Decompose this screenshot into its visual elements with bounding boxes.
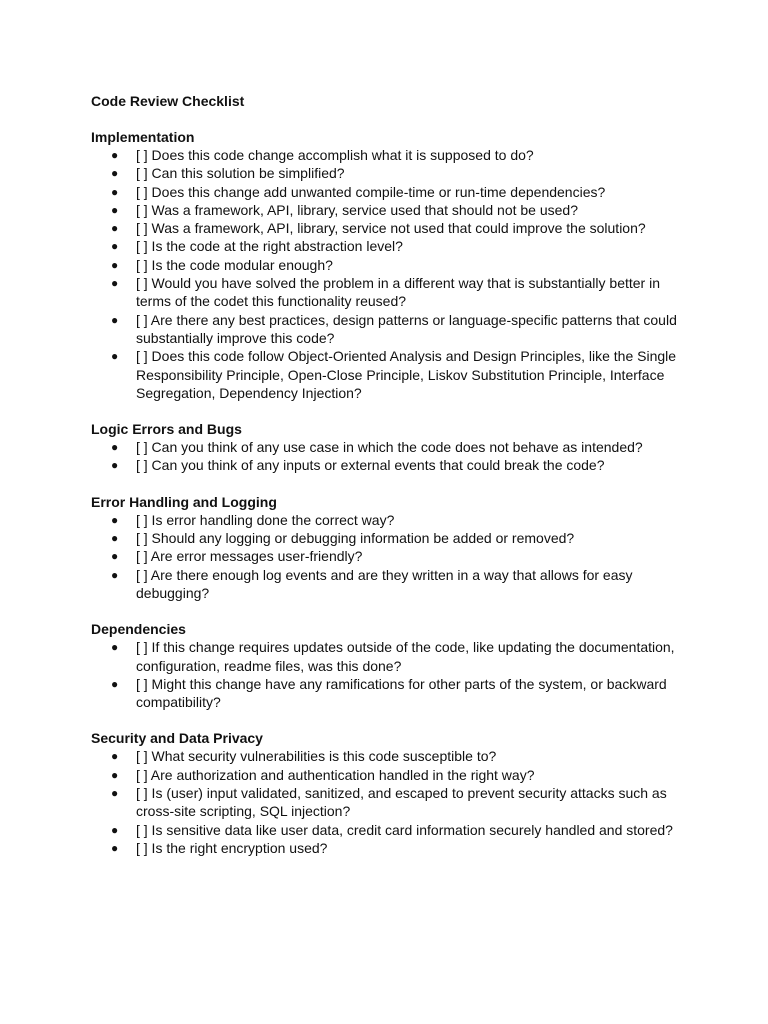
checklist-item bbox=[91, 311, 691, 348]
checklist-item-text: [ ] What security vulnerabilities is this code susceptible to? bbox=[136, 748, 497, 765]
checklist-item bbox=[91, 256, 691, 274]
checklist-item-text: [ ] Might this change have any ramifications for other parts of the system, or backward compatibility? bbox=[136, 675, 667, 711]
checklist bbox=[91, 638, 691, 711]
checklist-item-text: [ ] Is sensitive data like user data, credit card information securely handled and stored? bbox=[136, 821, 673, 838]
section-error-handling bbox=[91, 493, 691, 602]
bullet-icon: ● bbox=[111, 440, 119, 455]
checklist-item bbox=[91, 183, 691, 201]
checklist-item bbox=[91, 219, 691, 237]
bullet-icon: ● bbox=[111, 767, 119, 782]
checklist-item-text: [ ] Is (user) input validated, sanitized, and escaped to prevent security attacks such as cross-site scripting, SQL injection? bbox=[136, 785, 667, 820]
checklist-item-text: [ ] Can you think of any inputs or external events that could break the code? bbox=[136, 457, 605, 474]
checklist-item bbox=[91, 146, 691, 164]
section-heading: Security and Data Privacy bbox=[91, 730, 263, 747]
checklist-item-text: [ ] Are there any best practices, design patterns or language-specific patterns that could substantially improve this code? bbox=[136, 311, 677, 346]
document-title: Code Review Checklist bbox=[91, 93, 245, 109]
checklist-item-text: [ ] Is the code at the right abstraction level? bbox=[136, 238, 403, 255]
checklist-item bbox=[91, 675, 691, 712]
bullet-icon: ● bbox=[111, 822, 119, 837]
checklist-item bbox=[91, 347, 691, 402]
bullet-icon: ● bbox=[111, 512, 119, 527]
checklist-item-text: [ ] Is the code modular enough? bbox=[136, 256, 333, 273]
checklist-item bbox=[91, 638, 691, 675]
document-page bbox=[91, 92, 691, 857]
bullet-icon: ● bbox=[111, 239, 119, 254]
checklist-item-text: [ ] Is error handling done the correct way? bbox=[136, 511, 395, 528]
section-heading: Dependencies bbox=[91, 621, 186, 638]
checklist-item bbox=[91, 164, 691, 182]
checklist-item-text: [ ] Is the right encryption used? bbox=[136, 839, 328, 856]
bullet-icon: ● bbox=[111, 202, 119, 217]
checklist-item-text: [ ] Are authorization and authentication handled in the right way? bbox=[136, 766, 535, 783]
section-dependencies bbox=[91, 620, 691, 711]
checklist-item-text: [ ] If this change requires updates outside of the code, like updating the documentation, configuration, readme files, was this done? bbox=[136, 639, 675, 674]
bullet-icon: ● bbox=[111, 221, 119, 236]
section-logic-errors bbox=[91, 420, 691, 475]
checklist-item-text: [ ] Does this change add unwanted compile-time or run-time dependencies? bbox=[136, 183, 606, 200]
bullet-icon: ● bbox=[111, 349, 119, 364]
checklist-item bbox=[91, 237, 691, 255]
bullet-icon: ● bbox=[111, 312, 119, 327]
checklist-item-text: [ ] Does this code change accomplish what it is supposed to do? bbox=[136, 147, 534, 163]
checklist-item bbox=[91, 274, 691, 311]
checklist-item-text: [ ] Are error messages user-friendly? bbox=[136, 548, 363, 565]
checklist-item bbox=[91, 529, 691, 547]
checklist-item bbox=[91, 839, 691, 857]
checklist-item bbox=[91, 456, 691, 474]
checklist-item-text: [ ] Would you have solved the problem in a different way that is substantially better in terms of the codet this functionality reused? bbox=[136, 275, 660, 310]
checklist-item bbox=[91, 511, 691, 529]
section-security bbox=[91, 729, 691, 857]
checklist-item bbox=[91, 784, 691, 821]
section-heading: Implementation bbox=[91, 129, 195, 145]
bullet-icon: ● bbox=[111, 166, 119, 181]
section-heading: Error Handling and Logging bbox=[91, 493, 277, 510]
section-heading: Logic Errors and Bugs bbox=[91, 421, 242, 438]
bullet-icon: ● bbox=[111, 257, 119, 272]
bullet-icon: ● bbox=[111, 549, 119, 564]
checklist-item-text: [ ] Are there enough log events and are they written in a way that allows for easy debugging? bbox=[136, 566, 633, 601]
checklist-item-text: [ ] Was a framework, API, library, service not used that could improve the solution? bbox=[136, 220, 646, 237]
checklist bbox=[91, 511, 691, 602]
checklist-item-text: [ ] Was a framework, API, library, service used that should not be used? bbox=[136, 201, 578, 218]
checklist-item-text: [ ] Should any logging or debugging information be added or removed? bbox=[136, 530, 575, 547]
bullet-icon: ● bbox=[111, 184, 119, 199]
checklist-item bbox=[91, 566, 691, 603]
bullet-icon: ● bbox=[111, 276, 119, 291]
bullet-icon: ● bbox=[111, 676, 119, 691]
checklist bbox=[91, 438, 691, 475]
bullet-icon: ● bbox=[111, 786, 119, 801]
bullet-icon: ● bbox=[111, 840, 119, 855]
checklist-item bbox=[91, 547, 691, 565]
bullet-icon: ● bbox=[111, 148, 119, 162]
checklist bbox=[91, 747, 691, 857]
bullet-icon: ● bbox=[111, 567, 119, 582]
checklist bbox=[91, 146, 691, 402]
checklist-item bbox=[91, 438, 691, 456]
bullet-icon: ● bbox=[111, 531, 119, 546]
checklist-item bbox=[91, 747, 691, 765]
checklist-item-text: [ ] Can this solution be simplified? bbox=[136, 165, 345, 182]
checklist-item bbox=[91, 201, 691, 219]
bullet-icon: ● bbox=[111, 458, 119, 473]
checklist-item bbox=[91, 766, 691, 784]
bullet-icon: ● bbox=[111, 749, 119, 764]
bullet-icon: ● bbox=[111, 640, 119, 655]
checklist-item-text: [ ] Can you think of any use case in which the code does not behave as intended? bbox=[136, 439, 643, 456]
section-implementation bbox=[91, 128, 691, 402]
checklist-item bbox=[91, 821, 691, 839]
checklist-item-text: [ ] Does this code follow Object-Oriented Analysis and Design Principles, like the Single Responsibility Principle, Open-Close Principle, Liskov Substitution Principle, Interface Segregation, Dependency Injection? bbox=[136, 348, 677, 401]
